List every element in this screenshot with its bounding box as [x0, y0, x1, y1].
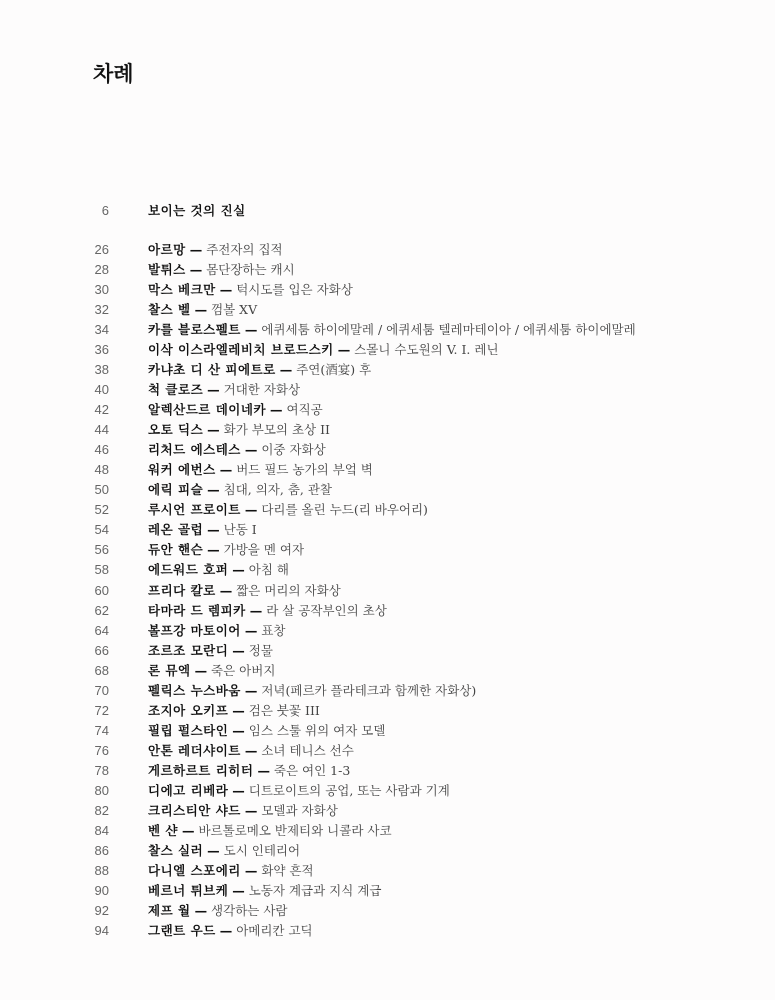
- artist-name: 제프 월: [148, 902, 191, 918]
- entry-text: [148, 240, 283, 260]
- artist-name: 막스 베크만: [148, 282, 216, 298]
- entry-text: [148, 761, 350, 781]
- artist-name: 크리스티안 샤드: [148, 802, 241, 818]
- artist-name: 카냐초 디 산 피에트로: [148, 362, 276, 378]
- separator-dash: —: [194, 902, 208, 918]
- artist-name: 게르하르트 리히터: [148, 762, 254, 778]
- page-number: 58: [94, 562, 109, 578]
- separator-dash: —: [207, 522, 220, 538]
- work-title: 소녀 테니스 선수: [261, 742, 354, 758]
- artist-name: 워커 에번스: [148, 462, 216, 478]
- artist-name: 다니엘 스포에리: [148, 862, 241, 878]
- page-number: 84: [94, 822, 109, 838]
- artist-name: 오토 딕스: [148, 422, 204, 438]
- work-title: 가방을 멘 여자: [223, 542, 305, 558]
- separator-dash: —: [232, 642, 245, 658]
- separator-dash: —: [207, 842, 220, 858]
- entry-text: [148, 701, 320, 721]
- work-title: 침대, 의자, 춤, 관찰: [223, 482, 332, 498]
- separator-dash: —: [244, 802, 258, 818]
- page-number: 30: [94, 282, 109, 298]
- artist-name: 필립 펄스타인: [148, 722, 229, 738]
- entry-text: [148, 480, 332, 500]
- entry-text: [148, 540, 304, 560]
- work-title: 노동자 계급과 지식 계급: [248, 882, 382, 898]
- work-title: 표창: [261, 622, 286, 638]
- entry-text: [148, 320, 636, 340]
- entry-text: [148, 280, 353, 300]
- entry-text: [148, 380, 300, 400]
- work-title: 턱시도를 입은 자화상: [236, 282, 353, 298]
- page-number: 60: [94, 582, 109, 598]
- work-title: 저녁(페르카 플라테크과 함께한 자화상): [261, 682, 477, 698]
- separator-dash: —: [219, 923, 233, 939]
- work-title: 바르톨로메오 반제티와 니콜라 사코: [198, 822, 392, 838]
- entry-text: [148, 781, 450, 801]
- entry-text: [148, 601, 387, 621]
- separator-dash: —: [189, 242, 203, 257]
- entry-text: [148, 641, 273, 661]
- separator-dash: —: [232, 782, 245, 798]
- separator-dash: —: [244, 622, 258, 638]
- entry-text: [148, 581, 341, 601]
- work-title: 껌볼 XV: [211, 302, 258, 318]
- work-title: 스몰니 수도원의 V. I. 레닌: [354, 342, 499, 358]
- separator-dash: —: [337, 342, 351, 358]
- separator-dash: —: [207, 382, 220, 398]
- work-title: 모델과 자화상: [261, 802, 338, 818]
- work-title: 도시 인테리어: [223, 842, 301, 858]
- artist-name: 레온 골럽: [148, 522, 204, 538]
- entry-text: [148, 560, 289, 580]
- separator-dash: —: [244, 682, 258, 698]
- entry-text: [148, 841, 300, 861]
- entry-text: [148, 741, 354, 761]
- entry-text: [148, 440, 326, 460]
- entry-text: [148, 901, 287, 921]
- work-title: 여직공: [286, 402, 323, 418]
- work-title: 이중 자화상: [261, 442, 326, 458]
- page-number: 38: [94, 362, 109, 378]
- section-title: 보이는 것의 진실: [148, 203, 246, 218]
- entry-text: [148, 300, 257, 320]
- separator-dash: —: [270, 402, 283, 418]
- work-title: 아침 해: [248, 562, 289, 578]
- work-title: 임스 스툴 위의 여자 모델: [248, 722, 386, 738]
- page-number: 44: [94, 422, 109, 438]
- page-title: 차례: [93, 62, 134, 86]
- artist-name: 디에고 리베라: [148, 782, 229, 798]
- entry-text: [148, 340, 499, 360]
- artist-name: 벤 샨: [148, 822, 179, 838]
- artist-name: 루시언 프로이트: [148, 502, 241, 518]
- separator-dash: —: [249, 602, 263, 618]
- artist-name: 알렉산드르 데이네카: [148, 402, 267, 418]
- separator-dash: —: [279, 362, 293, 378]
- separator-dash: —: [207, 482, 220, 498]
- page-number: 66: [94, 642, 109, 658]
- artist-name: 론 뮤엑: [148, 662, 191, 678]
- artist-name: 펠릭스 누스바움: [148, 682, 241, 698]
- page-number: 62: [94, 602, 109, 618]
- page-number: 46: [94, 442, 109, 458]
- page-number: 48: [94, 462, 109, 478]
- work-title: 주연(酒宴) 후: [296, 362, 372, 378]
- page-number: 88: [94, 862, 109, 878]
- artist-name: 리처드 에스테스: [148, 442, 241, 458]
- page-number: 80: [94, 782, 109, 798]
- entry-text: [148, 681, 476, 701]
- artist-name: 볼프강 마토이어: [148, 622, 241, 638]
- work-title: 몸단장하는 캐시: [206, 262, 295, 278]
- page-number: 40: [94, 382, 109, 398]
- page-number: 86: [94, 842, 109, 858]
- separator-dash: —: [244, 862, 258, 878]
- page-number: 78: [94, 762, 109, 778]
- work-title: 짧은 머리의 자화상: [236, 582, 341, 598]
- artist-name: 찰스 벨: [148, 302, 191, 318]
- work-title: 정물: [248, 642, 273, 658]
- artist-name: 에릭 피슬: [148, 482, 204, 498]
- page-number: 70: [94, 682, 109, 698]
- entry-text: [148, 821, 392, 841]
- page-number: 50: [94, 482, 109, 498]
- work-title: 죽은 여인 1-3: [273, 762, 351, 778]
- work-title: 주전자의 집적: [206, 242, 283, 257]
- separator-dash: —: [232, 882, 245, 898]
- separator-dash: —: [219, 582, 233, 598]
- separator-dash: —: [207, 542, 220, 558]
- separator-dash: —: [219, 282, 233, 298]
- page-number: 28: [94, 262, 109, 278]
- work-title: 죽은 아버지: [211, 662, 276, 678]
- artist-name: 베르너 튀브케: [148, 882, 229, 898]
- entry-text: [148, 721, 385, 741]
- page-number: 64: [94, 622, 109, 638]
- artist-name: 에드워드 호퍼: [148, 562, 229, 578]
- work-title: 아메리칸 고딕: [236, 923, 313, 939]
- page-number: 74: [94, 722, 109, 738]
- separator-dash: —: [232, 722, 245, 738]
- page-number: 26: [94, 242, 109, 257]
- separator-dash: —: [207, 422, 220, 438]
- work-title: 검은 붓꽃 III: [248, 702, 320, 718]
- separator-dash: —: [182, 822, 195, 838]
- artist-name: 안톤 레더샤이트: [148, 742, 241, 758]
- artist-name: 조지아 오키프: [148, 702, 229, 718]
- artist-name: 그랜트 우드: [148, 923, 216, 939]
- separator-dash: —: [194, 662, 208, 678]
- page-number: 76: [94, 742, 109, 758]
- page-number: 54: [94, 522, 109, 538]
- page-number: 36: [94, 342, 109, 358]
- entry-text: [148, 360, 371, 380]
- entry-text: [148, 500, 428, 520]
- page-number: 90: [94, 882, 109, 898]
- artist-name: 찰스 실러: [148, 842, 204, 858]
- entry-text: [148, 661, 275, 681]
- artist-name: 발튀스: [148, 262, 186, 278]
- entry-text: [148, 801, 338, 821]
- work-title: 디트로이트의 공업, 또는 사람과 기계: [248, 782, 450, 798]
- page-number: 6: [101, 203, 109, 218]
- separator-dash: —: [232, 562, 245, 578]
- work-title: 버드 필드 농가의 부엌 벽: [236, 462, 373, 478]
- entry-text: [148, 420, 330, 440]
- artist-name: 이삭 이스라엘레비치 브로드스키: [148, 342, 334, 358]
- entry-text: [148, 460, 373, 480]
- artist-name: 아르망: [148, 242, 186, 257]
- page-number: 52: [94, 502, 109, 518]
- page-number: 42: [94, 402, 109, 418]
- entry-text: [148, 260, 295, 280]
- entry-text: [148, 400, 323, 420]
- page-number: 56: [94, 542, 109, 558]
- work-title: 에퀴세툼 하이에말레 / 에퀴세툼 텔레마테이아 / 에퀴세툼 하이에말레: [261, 322, 636, 338]
- artist-name: 척 클로즈: [148, 382, 204, 398]
- page-number: 32: [94, 302, 109, 318]
- page-number: 72: [94, 702, 109, 718]
- page-number: 68: [94, 662, 109, 678]
- entry-text: [148, 621, 286, 641]
- separator-dash: —: [194, 302, 208, 318]
- separator-dash: —: [219, 462, 233, 478]
- artist-name: 타마라 드 렘피카: [148, 602, 246, 618]
- separator-dash: —: [232, 702, 245, 718]
- artist-name: 프리다 칼로: [148, 582, 216, 598]
- work-title: 생각하는 사람: [211, 902, 288, 918]
- work-title: 다리를 올린 누드(리 바우어리): [261, 502, 428, 518]
- work-title: 라 살 공작부인의 초상: [266, 602, 387, 618]
- page-number: 92: [94, 902, 109, 918]
- separator-dash: —: [189, 262, 203, 278]
- entry-text: [148, 881, 381, 901]
- separator-dash: —: [244, 322, 258, 338]
- separator-dash: —: [244, 502, 258, 518]
- artist-name: 조르조 모란디: [148, 642, 229, 658]
- separator-dash: —: [244, 442, 258, 458]
- separator-dash: —: [244, 742, 258, 758]
- page-number: 94: [94, 923, 109, 939]
- work-title: 난동 I: [223, 522, 257, 538]
- work-title: 화약 흔적: [261, 862, 314, 878]
- page-number: 34: [94, 322, 109, 338]
- artist-name: 카를 블로스펠트: [148, 322, 241, 338]
- artist-name: 듀안 핸슨: [148, 542, 204, 558]
- entry-text: [148, 861, 314, 881]
- separator-dash: —: [257, 762, 270, 778]
- entry-text: [148, 921, 313, 941]
- entry-text: [148, 520, 257, 540]
- work-title: 거대한 자화상: [223, 382, 301, 398]
- page-number: 82: [94, 802, 109, 818]
- work-title: 화가 부모의 초상 II: [223, 422, 330, 438]
